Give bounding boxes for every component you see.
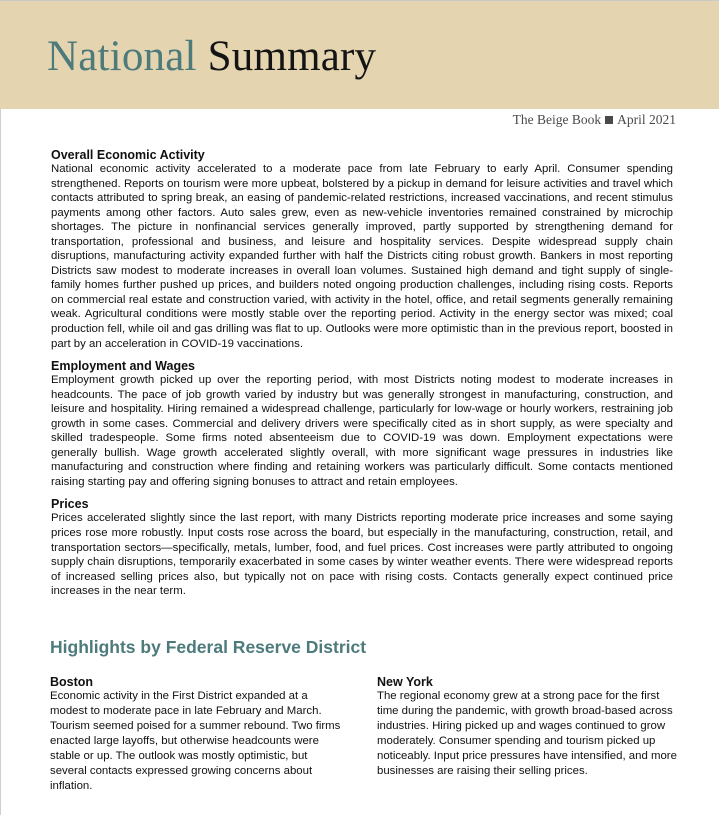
district-body-boston: Economic activity in the First District expanded at a modest to moderate pace in late February and March. Tourism seemed poised for a summer rebound. Two firms enacted large layoffs, but otherwise headcounts were stable or up. The outlook was mostly optimistic, but several contacts expressed growing concerns about inflation. [50,690,341,792]
page-title-rest: Summary [207,33,377,80]
district-heading-boston: Boston [50,675,94,689]
section-body-prices: Prices accelerated slightly since the last report, with many Districts reporting moderate price increases and some saying prices rose more robustly. Input costs rose across the board, but especially in the manufacturing, construction, retail, and transportation sectors—specifically, metals, lumber, food, and fuel prices. Cost increases were partly attributed to ongoing supply chain disruptions, temporarily exacerbated in some cases by winter weather events. There were widespread reports of increased selling prices also, but typically not on pace with rising costs. Contacts generally expect continued price increases in the near term. [51,512,673,598]
district-new-york [377,675,677,779]
square-bullet-icon [605,116,613,124]
running-head [513,112,676,128]
page-title-accent: National [47,33,197,80]
district-body-new-york: The regional economy grew at a strong pace for the first time during the pandemic, with growth broad-based across industries. Hiring picked up and wages continued to grow moderately. Consumer spending and tourism picked up noticeably. Input price pressures have intensified, and more businesses are raising their selling prices. [377,690,677,777]
publication-name: The Beige Book [512,112,602,127]
left-margin-rule [0,109,1,815]
title-banner [0,1,719,109]
section-heading-prices: Prices [51,497,89,512]
section-body-overall-economic-activity: National economic activity accelerated to a moderate pace from late February to early April. Consumer spending strengthened. Reports on tourism were more upbeat, bolstered by a pickup in demand for leisure activities and travel which contacts attributed to spring break, an easing of pandemic-related restrictions, increased vaccinations, and recent stimulus payments among other factors. Auto sales grew, even as new-vehicle inventories remained constrained by microchip shortages. The picture in nonfinancial services generally improved, partly supported by strengthening demand for transportation, professional and business, and leisure and hospitality services. Despite widespread supply chain disruptions, manufacturing activity expanded further with half the Districts citing robust growth. Bankers in most reporting Districts saw modest to moderate increases in overall loan volumes. Sustained high demand and tight supply of single-family homes further pushed up prices, and builders noted ongoing production challenges, including rising costs. Reports on commercial real estate and construction varied, with activity in the hotel, office, and retail segments generally remaining weak. Agricultural conditions were mostly stable over the reporting period. Activity in the energy sector was mixed; coal production fell, while oil and gas drilling was flat to up. Outlooks were more optimistic than in the previous report, boosted in part by an acceleration in COVID-19 vaccinations. [51,163,673,350]
district-heading-new-york: New York [377,675,433,689]
summary-content [51,148,673,607]
page-title [47,31,376,83]
section-body-employment-and-wages: Employment growth picked up over the reporting period, with most Districts noting modest to moderate increases in headcounts. The pace of job growth varied by industry but was generally strongest in manufacturing, construction, and leisure and hospitality. Hiring remained a widespread challenge, particularly for low-wage or hourly workers, restraining job growth in some cases. Commercial and delivery drivers were specifically cited as in short supply, as were specialty and skilled tradespeople. Some firms noted absenteeism due to COVID-19 was down. Employment expectations were generally bullish. Wage growth accelerated slightly overall, with more significant wage pressures in industries like manufacturing and construction where finding and retaining workers was particularly difficult. Some contacts mentioned raising starting pay and offering signing bonuses to attract and retain employees. [51,374,673,488]
issue-date: April 2021 [617,112,676,127]
district-boston [50,675,346,794]
section-heading-employment-and-wages: Employment and Wages [51,359,196,374]
highlights-title: Highlights by Federal Reserve District [50,637,367,657]
section-heading-overall-economic-activity: Overall Economic Activity [51,148,205,162]
